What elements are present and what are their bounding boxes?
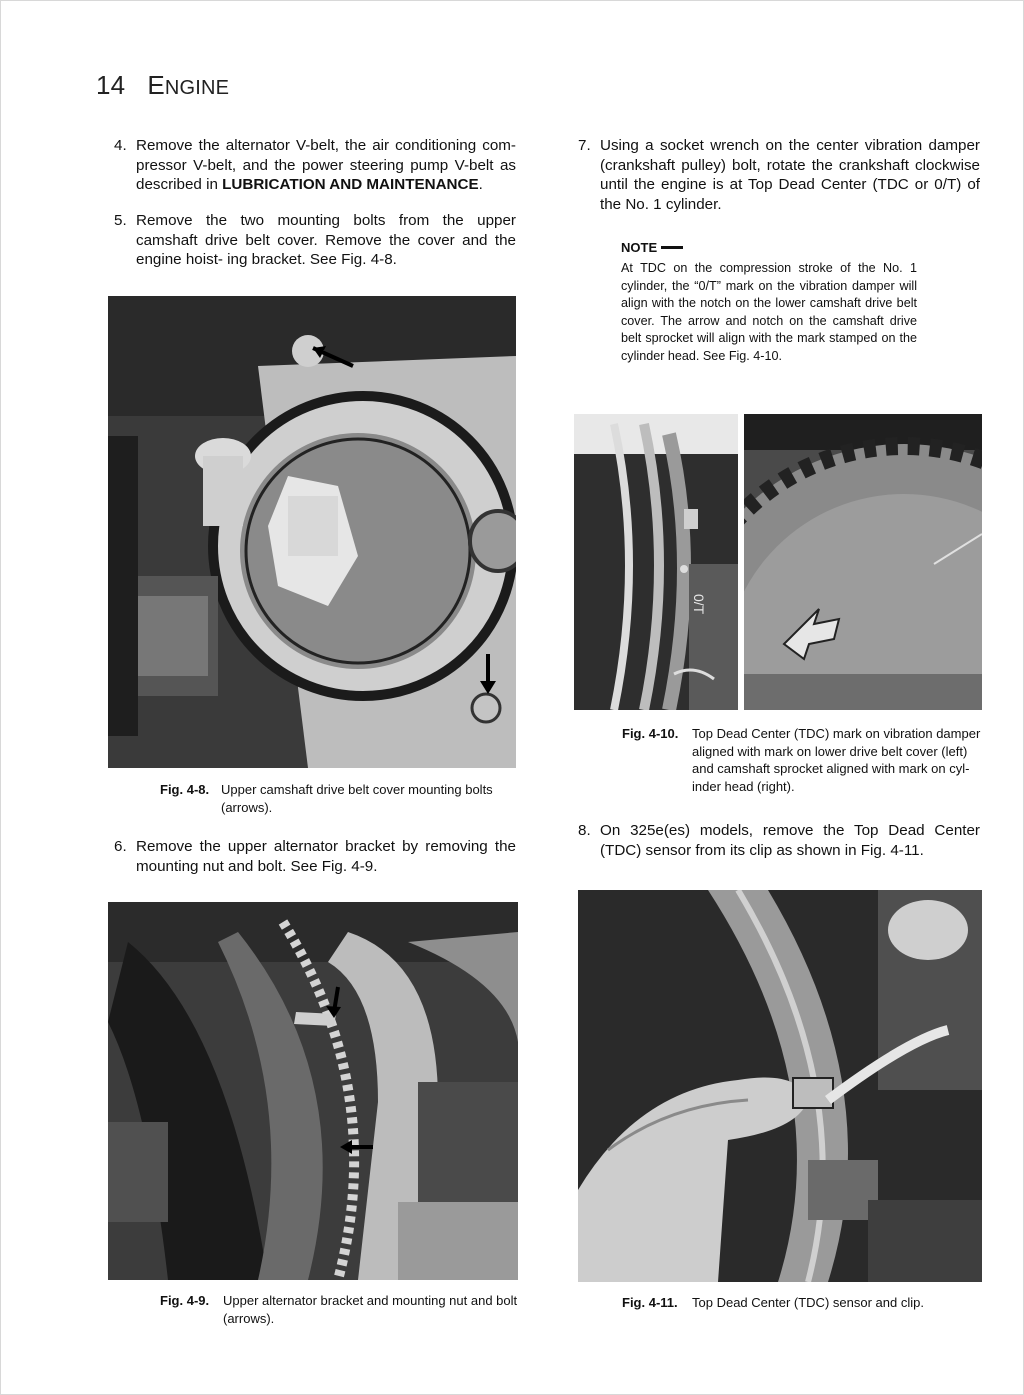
figure-4-10-right-photo xyxy=(744,414,982,710)
figure-caption-text: Upper camshaft drive belt cover mounting bolts (arrows). xyxy=(221,782,493,815)
chapter-title-initial: E xyxy=(147,70,165,100)
figure-4-11-photo xyxy=(578,890,982,1282)
figure-4-10-caption xyxy=(622,725,982,795)
step-6 xyxy=(114,837,516,876)
note-block xyxy=(621,240,917,366)
step-text: Remove the upper alternator bracket by removing the mounting nut and bolt. See Fig. 4-9. xyxy=(136,838,516,875)
note-title xyxy=(621,240,917,255)
figure-4-8-photo xyxy=(108,296,516,768)
step-number: 8. xyxy=(578,822,591,839)
step-number: 4. xyxy=(114,137,127,154)
figure-4-9-caption xyxy=(160,1292,520,1327)
step-4 xyxy=(114,136,516,195)
figure-4-11-caption xyxy=(622,1294,982,1312)
figure-caption-text: Top Dead Center (TDC) mark on vibration damper aligned with mark on lower drive belt cover (left) and camshaft sprocket aligned with mark on cyl- inder head (right). xyxy=(692,726,981,794)
note-text: At TDC on the compression stroke of the No. 1 cylinder, the “0/T” mark on the vibration damper will align with the notch on the lower camshaft drive belt cover. The arrow and notch on the camshaft drive belt sprocket will align with the mark stamped on the cylinder head. See Fig. 4-10. xyxy=(621,261,917,363)
figure-caption-text: Upper alternator bracket and mounting nut and bolt (arrows). xyxy=(223,1293,518,1326)
note-dash xyxy=(661,246,683,249)
figure-4-8-caption xyxy=(160,781,518,816)
figure-label: Fig. 4-9. xyxy=(160,1293,210,1308)
page-header xyxy=(96,70,229,101)
step-text xyxy=(136,136,516,195)
step-text: On 325e(es) models, remove the Top Dead Center (TDC) sensor from its clip as shown in Fig. 4-11. xyxy=(600,822,980,859)
step-number: 7. xyxy=(578,137,591,154)
note-title-text: NOTE xyxy=(621,240,658,255)
step-5 xyxy=(114,211,516,270)
step-text: Remove the two mounting bolts from the upper camshaft drive belt cover. Remove the cover and the engine hoist- ing bracket. See Fig. 4-8. xyxy=(136,212,516,268)
figure-label: Fig. 4-11. xyxy=(622,1295,678,1310)
step-number: 5. xyxy=(114,212,127,229)
figure-label: Fig. 4-8. xyxy=(160,782,210,797)
step-7 xyxy=(578,136,980,214)
figure-4-10-left-photo xyxy=(574,414,738,710)
chapter-title-rest: NGINE xyxy=(164,77,230,99)
figure-4-9-photo xyxy=(108,902,518,1280)
figure-caption-text: Top Dead Center (TDC) sensor and clip. xyxy=(692,1295,924,1310)
step-number: 6. xyxy=(114,838,127,855)
step-text-part: . xyxy=(478,176,483,193)
damper-mark-text: 0/T xyxy=(691,594,707,615)
step-8 xyxy=(578,821,980,860)
step-text: Using a socket wrench on the center vibration damper (crankshaft pulley) bolt, rotate the crankshaft clockwise until the engine is at Top Dead Center (TDC or 0/T) of the No. 1 cylinder. xyxy=(600,137,980,213)
step-text-part: Remove the alternator V-belt, the air conditioning com- pressor V-belt, and the power steering pump V-belt as described in xyxy=(136,137,516,193)
page-number: 14 xyxy=(96,70,126,100)
figure-label: Fig. 4-10. xyxy=(622,726,679,741)
cross-reference: LUBRICATION AND MAINTENANCE xyxy=(222,176,479,193)
